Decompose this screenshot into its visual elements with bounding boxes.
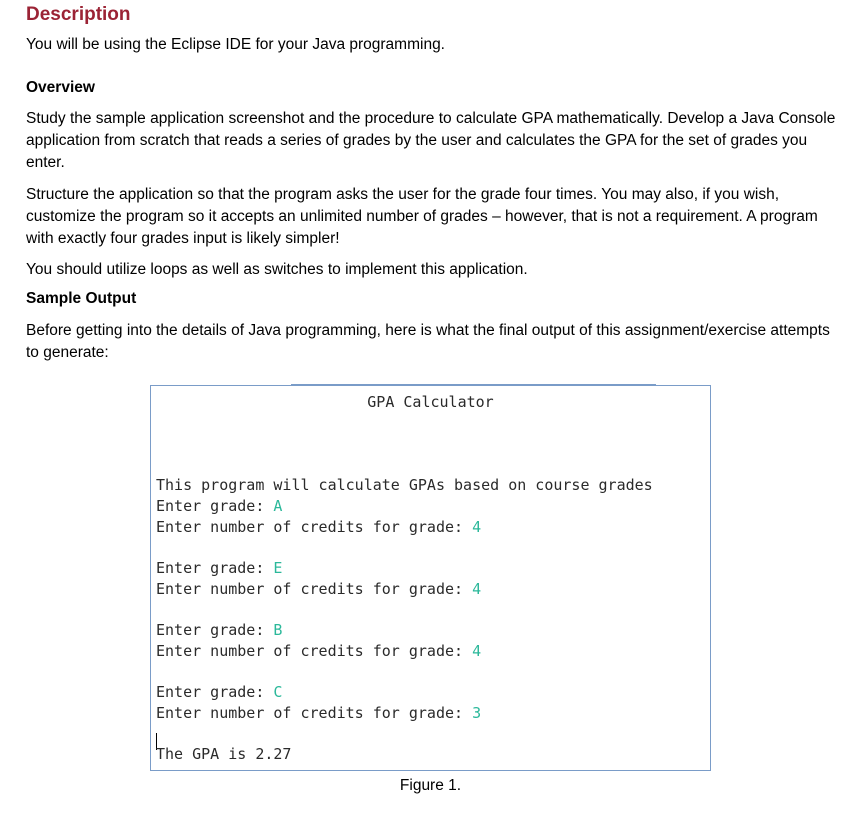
credits-input-value: 4 bbox=[472, 518, 482, 536]
console-credits-line-3 bbox=[156, 642, 481, 660]
console-screenshot bbox=[150, 385, 711, 771]
console-credits-line-2 bbox=[156, 580, 481, 598]
overview-paragraph-3: You should utilize loops as well as switches to implement this application. bbox=[26, 261, 528, 278]
console-grade-line-1 bbox=[156, 497, 282, 515]
console-credits-line-1 bbox=[156, 518, 481, 536]
grade-prompt: Enter grade: bbox=[156, 621, 274, 639]
credits-input-value: 3 bbox=[472, 704, 482, 722]
overview-paragraph-1: Study the sample application screenshot and the procedure to calculate GPA mathematically. Develop a Java Console application from scratch that reads a series of grades by the user and calculates the GPA for the set of grades you enter. bbox=[26, 110, 836, 171]
credits-prompt: Enter number of credits for grade: bbox=[156, 518, 473, 536]
grade-input-value: E bbox=[273, 559, 283, 577]
console-grade-line-2 bbox=[156, 559, 282, 577]
sample-output-heading: Sample Output bbox=[26, 290, 137, 307]
credits-prompt: Enter number of credits for grade: bbox=[156, 642, 473, 660]
console-result-line: The GPA is 2.27 bbox=[156, 745, 292, 763]
grade-prompt: Enter grade: bbox=[156, 559, 274, 577]
console-grade-line-4 bbox=[156, 683, 282, 701]
console-grade-line-3 bbox=[156, 621, 282, 639]
console-title: GPA Calculator bbox=[367, 393, 494, 411]
credits-input-value: 4 bbox=[472, 642, 482, 660]
grade-input-value: C bbox=[273, 683, 283, 701]
page-heading: Description bbox=[26, 4, 131, 25]
sample-output-paragraph: Before getting into the details of Java programming, here is what the final output of this assignment/exercise attempts to generate: bbox=[26, 322, 830, 361]
grade-input-value: B bbox=[273, 621, 283, 639]
console-top-line bbox=[291, 384, 656, 385]
console-credits-line-4 bbox=[156, 704, 481, 722]
grade-input-value: A bbox=[273, 497, 283, 515]
console-intro-line: This program will calculate GPAs based on course grades bbox=[156, 476, 653, 494]
credits-prompt: Enter number of credits for grade: bbox=[156, 704, 473, 722]
credits-prompt: Enter number of credits for grade: bbox=[156, 580, 473, 598]
grade-prompt: Enter grade: bbox=[156, 497, 274, 515]
figure-caption: Figure 1. bbox=[399, 777, 462, 794]
intro-text: You will be using the Eclipse IDE for your Java programming. bbox=[26, 36, 445, 53]
overview-heading: Overview bbox=[26, 79, 95, 96]
credits-input-value: 4 bbox=[472, 580, 482, 598]
grade-prompt: Enter grade: bbox=[156, 683, 274, 701]
overview-paragraph-2: Structure the application so that the program asks the user for the grade four times. You may also, if you wish, customize the program so it accepts an unlimited number of grades – however, that is not a requirement. A program with exactly four grades input is likely simpler! bbox=[26, 186, 818, 247]
